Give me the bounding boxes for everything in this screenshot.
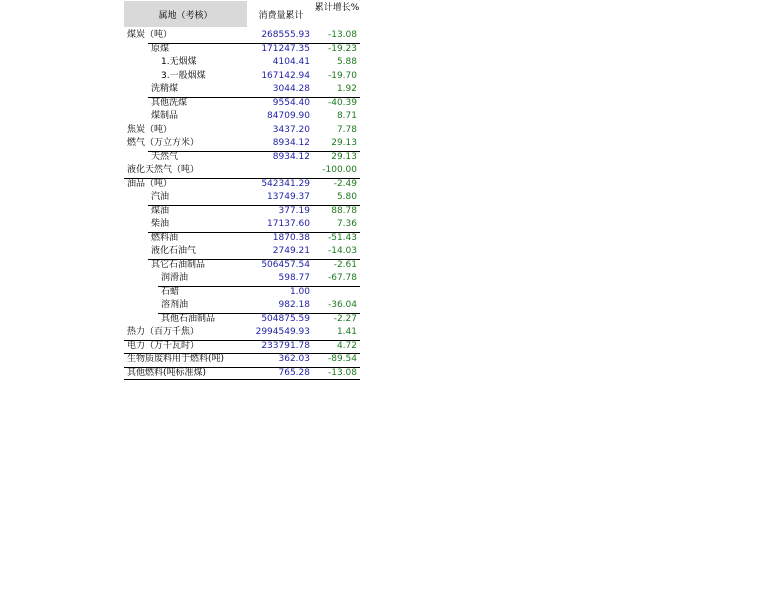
table-row[interactable] <box>124 245 360 259</box>
row-label: 溶剂油 <box>161 300 189 310</box>
row-consumption-value: 171247.35 <box>261 43 310 54</box>
row-label: 3.一般烟煤 <box>161 70 206 81</box>
row-consumption-value: 598.77 <box>278 273 310 283</box>
row-consumption-value: 13749.37 <box>267 192 310 202</box>
row-label: 汽油 <box>151 192 170 202</box>
row-consumption-value: 506457.54 <box>261 259 310 270</box>
row-label: 燃料油 <box>151 232 179 243</box>
table-row[interactable] <box>124 178 360 192</box>
table-row[interactable] <box>124 110 360 124</box>
table-row[interactable] <box>124 137 360 151</box>
row-label: 1.无烟煤 <box>161 57 197 67</box>
row-consumption-value: 8934.12 <box>272 151 310 162</box>
table-row[interactable] <box>124 164 360 178</box>
row-consumption-value: 3044.28 <box>272 84 310 94</box>
row-label: 其它石油制品 <box>151 259 206 270</box>
row-growth-value: 7.78 <box>336 124 357 135</box>
table-row[interactable] <box>124 56 360 70</box>
row-consumption-value: 542341.29 <box>261 178 310 189</box>
row-consumption-value: 17137.60 <box>267 219 310 229</box>
table-body <box>124 29 360 380</box>
table-row[interactable] <box>124 70 360 84</box>
row-consumption-value: 84709.90 <box>267 111 310 121</box>
row-consumption-value: 8934.12 <box>272 138 310 148</box>
row-consumption-value: 1870.38 <box>272 232 310 243</box>
row-growth-value: 29.13 <box>331 138 357 148</box>
row-label: 热力（百万千焦） <box>127 327 200 337</box>
row-consumption-value: 1.00 <box>289 286 310 297</box>
row-growth-value: -89.54 <box>327 354 357 364</box>
row-consumption-value: 982.18 <box>278 300 310 310</box>
row-growth-value: 88.78 <box>331 205 357 216</box>
row-label: 其他洗煤 <box>151 97 188 108</box>
row-growth-value: -36.04 <box>327 300 357 310</box>
row-growth-value: 5.80 <box>336 192 357 202</box>
table-row[interactable] <box>124 97 360 111</box>
row-consumption-value: 504875.59 <box>261 313 310 324</box>
row-consumption-value: 765.28 <box>278 367 310 378</box>
row-growth-value: 8.71 <box>336 111 357 121</box>
table-row[interactable] <box>124 367 360 381</box>
table-row[interactable] <box>124 286 360 300</box>
table-row[interactable] <box>124 232 360 246</box>
table-row[interactable] <box>124 151 360 165</box>
row-label: 液化天然气（吨） <box>127 165 200 175</box>
table-row[interactable] <box>124 353 360 367</box>
header-growth[interactable]: 累计增长% <box>314 3 360 13</box>
table-row[interactable] <box>124 191 360 205</box>
row-label: 焦炭（吨） <box>127 124 173 135</box>
spreadsheet-table <box>124 1 360 380</box>
table-row[interactable] <box>124 299 360 313</box>
row-growth-value: -2.61 <box>333 259 357 270</box>
table-row[interactable] <box>124 43 360 57</box>
row-consumption-value: 2994549.93 <box>255 327 310 337</box>
row-label: 洗精煤 <box>151 84 179 94</box>
row-growth-value: -67.78 <box>327 273 357 283</box>
row-label: 天然气 <box>151 151 179 162</box>
row-label: 煤炭（吨） <box>127 30 173 40</box>
row-growth-value: 1.92 <box>336 84 357 94</box>
row-label: 其他石油制品 <box>161 313 216 324</box>
row-growth-value: -19.23 <box>327 43 357 54</box>
row-label: 柴油 <box>151 219 170 229</box>
row-consumption-value: 167142.94 <box>261 70 310 81</box>
row-consumption-value: 2749.21 <box>272 246 310 256</box>
table-row[interactable] <box>124 29 360 43</box>
header-region[interactable]: 属地（考核） <box>124 1 247 27</box>
row-growth-value: -2.27 <box>333 313 357 324</box>
row-growth-value: -100.00 <box>322 165 357 175</box>
row-growth-value: 7.36 <box>336 219 357 229</box>
row-growth-value: -14.03 <box>327 246 357 256</box>
row-label: 煤制品 <box>151 111 179 121</box>
row-growth-value: -13.08 <box>327 30 357 40</box>
header-consumption[interactable]: 消费量累计 <box>258 10 304 21</box>
row-consumption-value: 4104.41 <box>272 57 310 67</box>
row-consumption-value: 9554.40 <box>272 97 310 108</box>
row-label: 液化石油气 <box>151 246 197 256</box>
row-label: 石蜡 <box>161 286 180 297</box>
table-row[interactable] <box>124 218 360 232</box>
row-label: 煤油 <box>151 205 170 216</box>
table-row[interactable] <box>124 313 360 327</box>
row-label: 电力（万千瓦时） <box>127 340 200 351</box>
row-consumption-value: 362.03 <box>278 354 310 364</box>
table-row[interactable] <box>124 259 360 273</box>
table-row[interactable] <box>124 83 360 97</box>
row-growth-value: -13.08 <box>327 367 357 378</box>
table-row[interactable] <box>124 272 360 286</box>
row-growth-value: 4.72 <box>336 340 357 351</box>
row-consumption-value: 233791.78 <box>261 340 310 351</box>
table-row[interactable] <box>124 124 360 138</box>
row-label: 燃气（万立方米） <box>127 138 200 148</box>
row-label: 生物质废料用于燃料(吨) <box>127 354 225 364</box>
table-row[interactable] <box>124 340 360 354</box>
table-row[interactable] <box>124 205 360 219</box>
row-growth-value: -51.43 <box>327 232 357 243</box>
row-growth-value: 5.88 <box>336 57 357 67</box>
table-header <box>124 1 360 29</box>
row-consumption-value: 3437.20 <box>272 124 310 135</box>
row-growth-value: -19.70 <box>327 70 357 81</box>
row-consumption-value: 268555.93 <box>261 30 310 40</box>
row-label: 其他燃料(吨标准煤) <box>127 367 207 378</box>
row-consumption-value: 377.19 <box>278 205 310 216</box>
row-label: 原煤 <box>151 43 170 54</box>
row-growth-value: -2.49 <box>333 178 357 189</box>
row-label: 油品（吨） <box>127 178 173 189</box>
row-label: 润滑油 <box>161 273 189 283</box>
row-growth-value: 29.13 <box>331 151 357 162</box>
row-growth-value: 1.41 <box>336 327 357 337</box>
table-row[interactable] <box>124 326 360 340</box>
row-growth-value: -40.39 <box>327 97 357 108</box>
